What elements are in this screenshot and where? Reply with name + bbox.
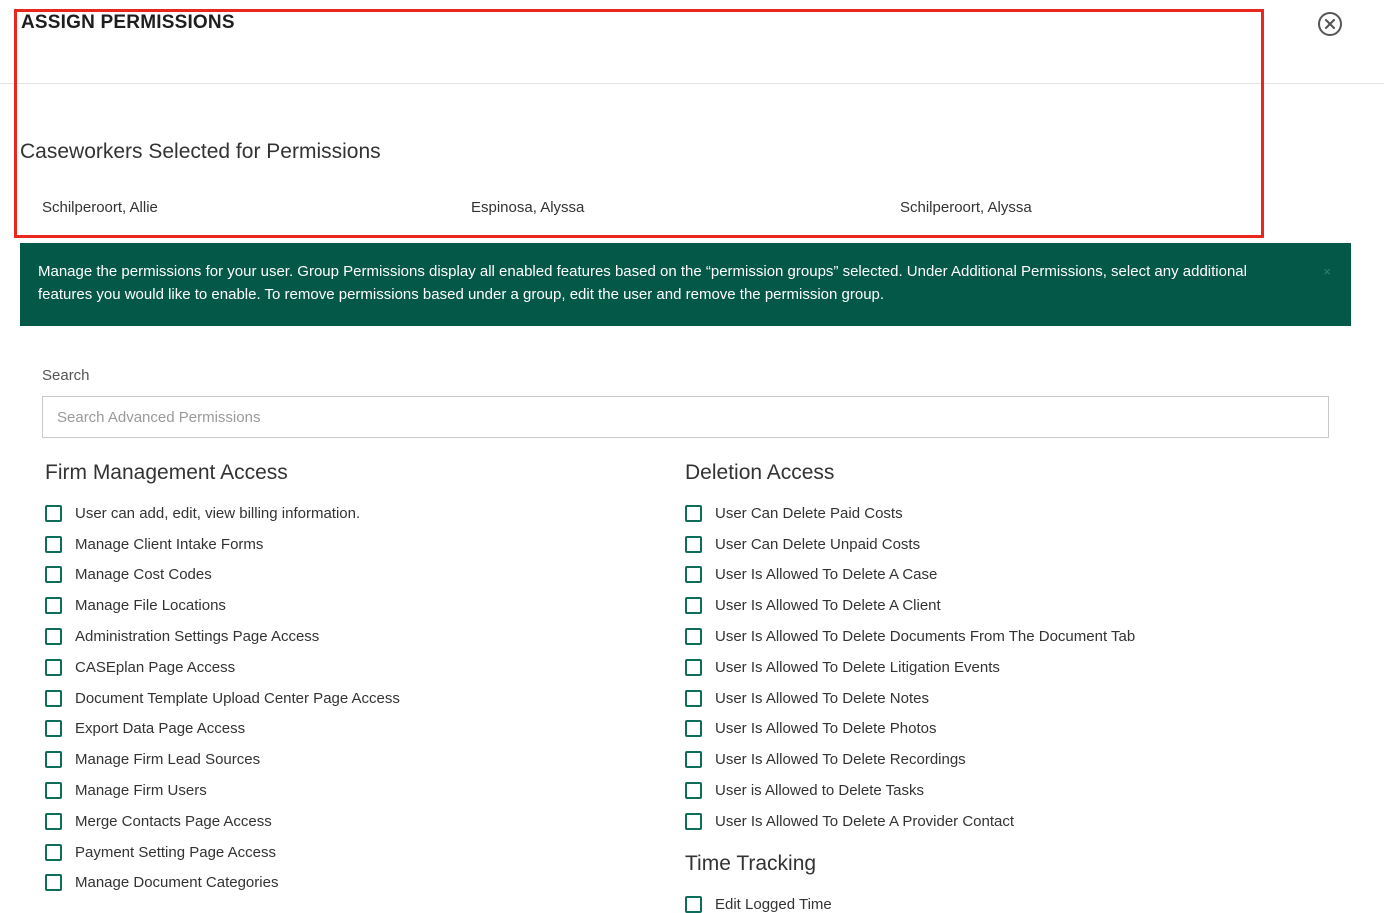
- permission-label: User Is Allowed To Delete Documents From The Document Tab: [715, 628, 1136, 646]
- banner-text: Manage the permissions for your user. Group Permissions display all enabled features based on the “permission groups” selected. Under Additional Permissions, select any additional features you would like to enable. To remove permissions based under a group, edit the user and remove the permission group.: [38, 263, 1247, 303]
- permission-label: Manage File Locations: [75, 597, 226, 615]
- permission-item[interactable]: [685, 775, 1135, 806]
- caseworkers-list: [42, 199, 1282, 221]
- permission-label: User is Allowed to Delete Tasks: [715, 782, 924, 800]
- permission-label: User Is Allowed To Delete A Client: [715, 597, 941, 615]
- permission-item[interactable]: [685, 744, 1135, 775]
- permission-checkbox[interactable]: [45, 844, 62, 861]
- permission-label: User Is Allowed To Delete Photos: [715, 720, 937, 738]
- permission-checkbox[interactable]: [45, 628, 62, 645]
- permission-checkbox[interactable]: [45, 813, 62, 830]
- group-title-deletion: Deletion Access: [685, 461, 835, 484]
- permission-item[interactable]: [685, 714, 1135, 745]
- permission-checkbox[interactable]: [685, 505, 702, 522]
- caseworker-name: Schilperoort, Allie: [42, 199, 158, 216]
- permission-item[interactable]: [45, 498, 400, 529]
- permission-checkbox[interactable]: [45, 659, 62, 676]
- permission-item[interactable]: [685, 652, 1135, 683]
- permission-checkbox[interactable]: [45, 505, 62, 522]
- permission-item[interactable]: [685, 806, 1135, 837]
- permission-label: User Can Delete Paid Costs: [715, 504, 903, 522]
- permission-label: Edit Logged Time: [715, 895, 832, 913]
- permission-item[interactable]: [45, 714, 400, 745]
- permission-label: Manage Document Categories: [75, 874, 279, 892]
- permission-label: Manage Client Intake Forms: [75, 535, 264, 553]
- permission-item[interactable]: [45, 806, 400, 837]
- permission-label: Merge Contacts Page Access: [75, 812, 272, 830]
- x-glyph-icon: [1325, 19, 1335, 29]
- permission-item[interactable]: [45, 683, 400, 714]
- permission-item[interactable]: [685, 560, 1135, 591]
- firm-management-group: [45, 458, 400, 898]
- permission-checkbox[interactable]: [685, 751, 702, 768]
- caseworker-name: Espinosa, Alyssa: [471, 199, 585, 216]
- deletion-group: [685, 458, 1135, 913]
- permission-item[interactable]: [45, 868, 400, 899]
- permission-label: Manage Firm Lead Sources: [75, 751, 261, 769]
- modal-header: [0, 0, 1384, 84]
- permission-item[interactable]: [685, 889, 1135, 913]
- permission-label: Manage Cost Codes: [75, 566, 212, 584]
- group-title-firm-management: Firm Management Access: [45, 461, 288, 484]
- permission-checkbox[interactable]: [685, 628, 702, 645]
- permission-label: User Is Allowed To Delete Notes: [715, 689, 929, 707]
- permission-label: User Can Delete Unpaid Costs: [715, 535, 921, 553]
- search-input[interactable]: [42, 396, 1329, 438]
- permission-checkbox[interactable]: [45, 782, 62, 799]
- modal-title: ASSIGN PERMISSIONS: [21, 12, 235, 33]
- permission-item[interactable]: [685, 529, 1135, 560]
- permission-checkbox[interactable]: [45, 690, 62, 707]
- permission-item[interactable]: [685, 590, 1135, 621]
- permission-label: CASEplan Page Access: [75, 658, 236, 676]
- permission-checkbox[interactable]: [685, 720, 702, 737]
- permission-checkbox[interactable]: [45, 874, 62, 891]
- permission-checkbox[interactable]: [685, 536, 702, 553]
- permission-item[interactable]: [45, 744, 400, 775]
- permission-item[interactable]: [45, 652, 400, 683]
- group-title-time-tracking: Time Tracking: [685, 851, 817, 875]
- caseworkers-section-title: Caseworkers Selected for Permissions: [20, 140, 381, 163]
- permission-label: Administration Settings Page Access: [75, 628, 320, 646]
- permission-checkbox[interactable]: [45, 597, 62, 614]
- close-icon[interactable]: [1318, 12, 1342, 36]
- permission-checkbox[interactable]: [685, 659, 702, 676]
- permission-label: Export Data Page Access: [75, 720, 246, 738]
- permission-label: User Is Allowed To Delete A Provider Contact: [715, 812, 1015, 830]
- permission-item[interactable]: [685, 498, 1135, 529]
- permission-label: Document Template Upload Center Page Access: [75, 689, 400, 707]
- banner-close-icon[interactable]: ×: [1323, 264, 1331, 279]
- permission-label: User Is Allowed To Delete A Case: [715, 566, 938, 584]
- permission-label: User Is Allowed To Delete Recordings: [715, 751, 966, 769]
- permission-item[interactable]: [45, 775, 400, 806]
- permission-item[interactable]: [45, 621, 400, 652]
- permission-label: Payment Setting Page Access: [75, 843, 276, 861]
- caseworker-name: Schilperoort, Alyssa: [900, 199, 1032, 216]
- permission-checkbox[interactable]: [685, 782, 702, 799]
- permission-checkbox[interactable]: [685, 597, 702, 614]
- permission-checkbox[interactable]: [685, 813, 702, 830]
- permission-checkbox[interactable]: [45, 536, 62, 553]
- permission-label: User can add, edit, view billing information.: [75, 504, 361, 522]
- permission-item[interactable]: [45, 837, 400, 868]
- permission-item[interactable]: [685, 683, 1135, 714]
- info-banner: [20, 243, 1351, 326]
- permission-item[interactable]: [45, 590, 400, 621]
- permission-item[interactable]: [45, 560, 400, 591]
- search-label: Search: [42, 367, 90, 384]
- permission-label: Manage Firm Users: [75, 782, 207, 800]
- permission-checkbox[interactable]: [45, 720, 62, 737]
- permission-label: User Is Allowed To Delete Litigation Events: [715, 658, 1000, 676]
- permission-item[interactable]: [685, 621, 1135, 652]
- permission-checkbox[interactable]: [45, 751, 62, 768]
- permission-item[interactable]: [45, 529, 400, 560]
- permission-checkbox[interactable]: [685, 566, 702, 583]
- permission-checkbox[interactable]: [685, 896, 702, 913]
- permission-checkbox[interactable]: [45, 566, 62, 583]
- permission-checkbox[interactable]: [685, 690, 702, 707]
